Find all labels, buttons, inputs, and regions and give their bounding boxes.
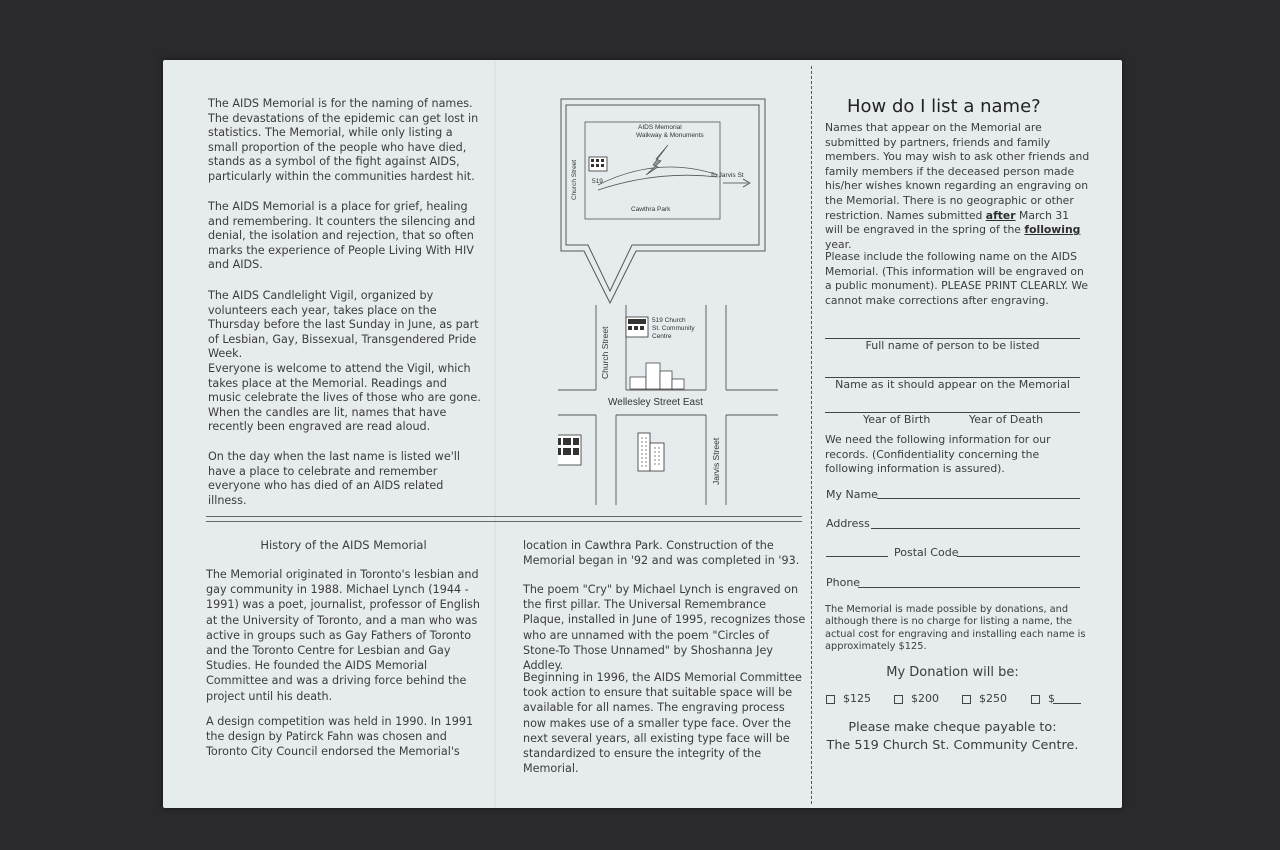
- brochure-sheet: [163, 60, 1122, 808]
- left-para-5: On the day when the last name is listed we'll have a place to celebrate and remember everyone who has died of an AIDS related illness.: [208, 450, 460, 507]
- checkbox-icon[interactable]: [962, 695, 971, 704]
- map-label-centre-1: 519 Church: [652, 317, 686, 324]
- form-include-text: Please include the following name on the AIDS Memorial. (This information will be engraved on a public monument). PLEASE PRINT CLEARLY. We cannot make corrections after engraving.: [825, 250, 1089, 307]
- left-para-4: Everyone is welcome to attend the Vigil, which takes place at the Memorial. Readings and music celebrate the lives of those who are gone. When the candles are lit, names that have recently been engraved are read aloud.: [208, 362, 481, 434]
- memorial-arrow-icon: [646, 145, 668, 175]
- history-mid-para-2: The poem "Cry" by Michael Lynch is engraved on the first pillar. The Universal Remembrance Plaque, installed in June of 1995, recognizes those who are unnamed with the poem "Circles of Stone-To Those Unnamed" by Shoshanna Jey Addley.: [523, 583, 806, 673]
- postal-code-field[interactable]: [957, 556, 1080, 557]
- building-519-icon: [589, 157, 607, 171]
- left-para-1: The AIDS Memorial is for the naming of names. The devastations of the epidemic can get lost in statistics. The Memorial, while only listing a small proportion of the people who have died, stands as a symbol of the fight against AIDS, particularly within the communities hardest hit.: [208, 97, 479, 183]
- map-label-519: 519: [592, 178, 603, 185]
- east-arrow-icon: [723, 179, 750, 187]
- donation-option-250[interactable]: $250: [962, 692, 1007, 705]
- donation-heading: My Donation will be:: [886, 665, 1019, 680]
- left-para-3: The AIDS Candlelight Vigil, organized by volunteers each year, takes place on the Thursday before the last Sunday in June, as part of Lesbian, Gay, Bissexual, Transgendered Pride Week.: [208, 289, 479, 361]
- community-centre-icon: [626, 317, 648, 337]
- address-field[interactable]: [871, 528, 1080, 529]
- my-name-field[interactable]: [877, 498, 1080, 499]
- postal-code-label: Postal Code: [894, 546, 959, 559]
- location-map: [558, 95, 778, 505]
- year-death-label: Year of Death: [969, 413, 1044, 426]
- form-title: How do I list a name?: [847, 96, 1041, 117]
- history-para-2: A design competition was held in 1990. In 1991 the design by Patirck Fahn was chosen and Toronto City Council endorsed the Memorial's: [206, 715, 474, 759]
- my-name-label: My Name: [826, 488, 878, 501]
- apartment-building-icon: [558, 435, 581, 465]
- map-label-centre-2: St. Community: [652, 325, 695, 332]
- checkbox-icon[interactable]: [826, 695, 835, 704]
- form-intro: Names that appear on the Memorial are submitted by partners, friends and family members. You may wish to ask other friends and family members if the deceased person made his/her wishes known regarding an engraving on the Memorial. There is no geographic or other restriction. Names submitted after March 31 will be engraved in the spring of the following year.: [825, 121, 1090, 251]
- phone-field[interactable]: [858, 587, 1080, 588]
- map-label-to-jarvis: To Jarvis St: [710, 172, 744, 179]
- map-label-church-top: Church Street: [571, 159, 578, 200]
- donation-option-125[interactable]: $125: [826, 692, 871, 705]
- donation-other-amount-field[interactable]: [1053, 703, 1081, 704]
- year-birth-label: Year of Birth: [863, 413, 931, 426]
- history-heading: History of the AIDS Memorial: [260, 538, 427, 552]
- full-name-label: Full name of person to be listed: [865, 339, 1040, 352]
- checkbox-icon[interactable]: [894, 695, 903, 704]
- address-label: Address: [826, 517, 870, 530]
- records-text: We need the following information for our records. (Confidentiality concerning the following information is assured).: [825, 433, 1051, 476]
- map-label-jarvis: Jarvis Street: [711, 437, 721, 485]
- fold-line: [494, 60, 496, 808]
- map-label-church-bottom: Church Street: [600, 326, 610, 379]
- history-mid-para-3: Beginning in 1996, the AIDS Memorial Committee took action to ensure that suitable space will be available for all names. The engraving process now makes use of a smaller type face. Over the next several years, all existing type face will be standardized to ensure the integrity of the Memorial.: [523, 671, 802, 776]
- section-divider: [206, 516, 802, 522]
- cheque-line-1: Please make cheque payable to:: [848, 720, 1057, 735]
- donation-note: The Memorial is made possible by donations, and although there is no charge for listing a name, the actual cost for engraving and installing each name is approximately $125.: [825, 604, 1086, 653]
- history-mid-para-1: location in Cawthra Park. Construction of the Memorial began in '92 and was completed in '93.: [523, 539, 800, 568]
- phone-label: Phone: [826, 576, 861, 589]
- map-label-cawthra: Cawthra Park: [631, 206, 671, 213]
- small-buildings-icon: [630, 363, 684, 389]
- donation-option-200[interactable]: $200: [894, 692, 939, 705]
- towers-icon: [638, 433, 664, 471]
- donation-option-other[interactable]: $: [1031, 692, 1055, 705]
- history-para-1: The Memorial originated in Toronto's lesbian and gay community in 1988. Michael Lynch (1944 - 1991) was a poet, journalist, professor of English at the University of Toronto, and a man who was active in groups such as Gay Fathers of Toronto and the Toronto Centre for Lesbian and Gay Studies. He founded the AIDS Memorial Committee and was a driving force behind the project until his death.: [206, 568, 480, 703]
- city-field[interactable]: [826, 556, 888, 557]
- map-label-walkway: Walkway & Monuments: [636, 132, 704, 139]
- cheque-line-2: The 519 Church St. Community Centre.: [826, 738, 1079, 753]
- checkbox-icon[interactable]: [1031, 695, 1040, 704]
- map-label-memorial: AIDS Memorial: [638, 124, 682, 131]
- map-label-wellesley: Wellesley Street East: [608, 397, 703, 408]
- name-as-label: Name as it should appear on the Memorial: [835, 378, 1070, 391]
- left-para-2: The AIDS Memorial is a place for grief, healing and remembering. It counters the silencing and denial, the isolation and rejection, that so often marks the experience of People Living With HIV and AIDS.: [208, 200, 476, 272]
- cut-line: [811, 66, 812, 804]
- map-label-centre-3: Centre: [652, 333, 672, 340]
